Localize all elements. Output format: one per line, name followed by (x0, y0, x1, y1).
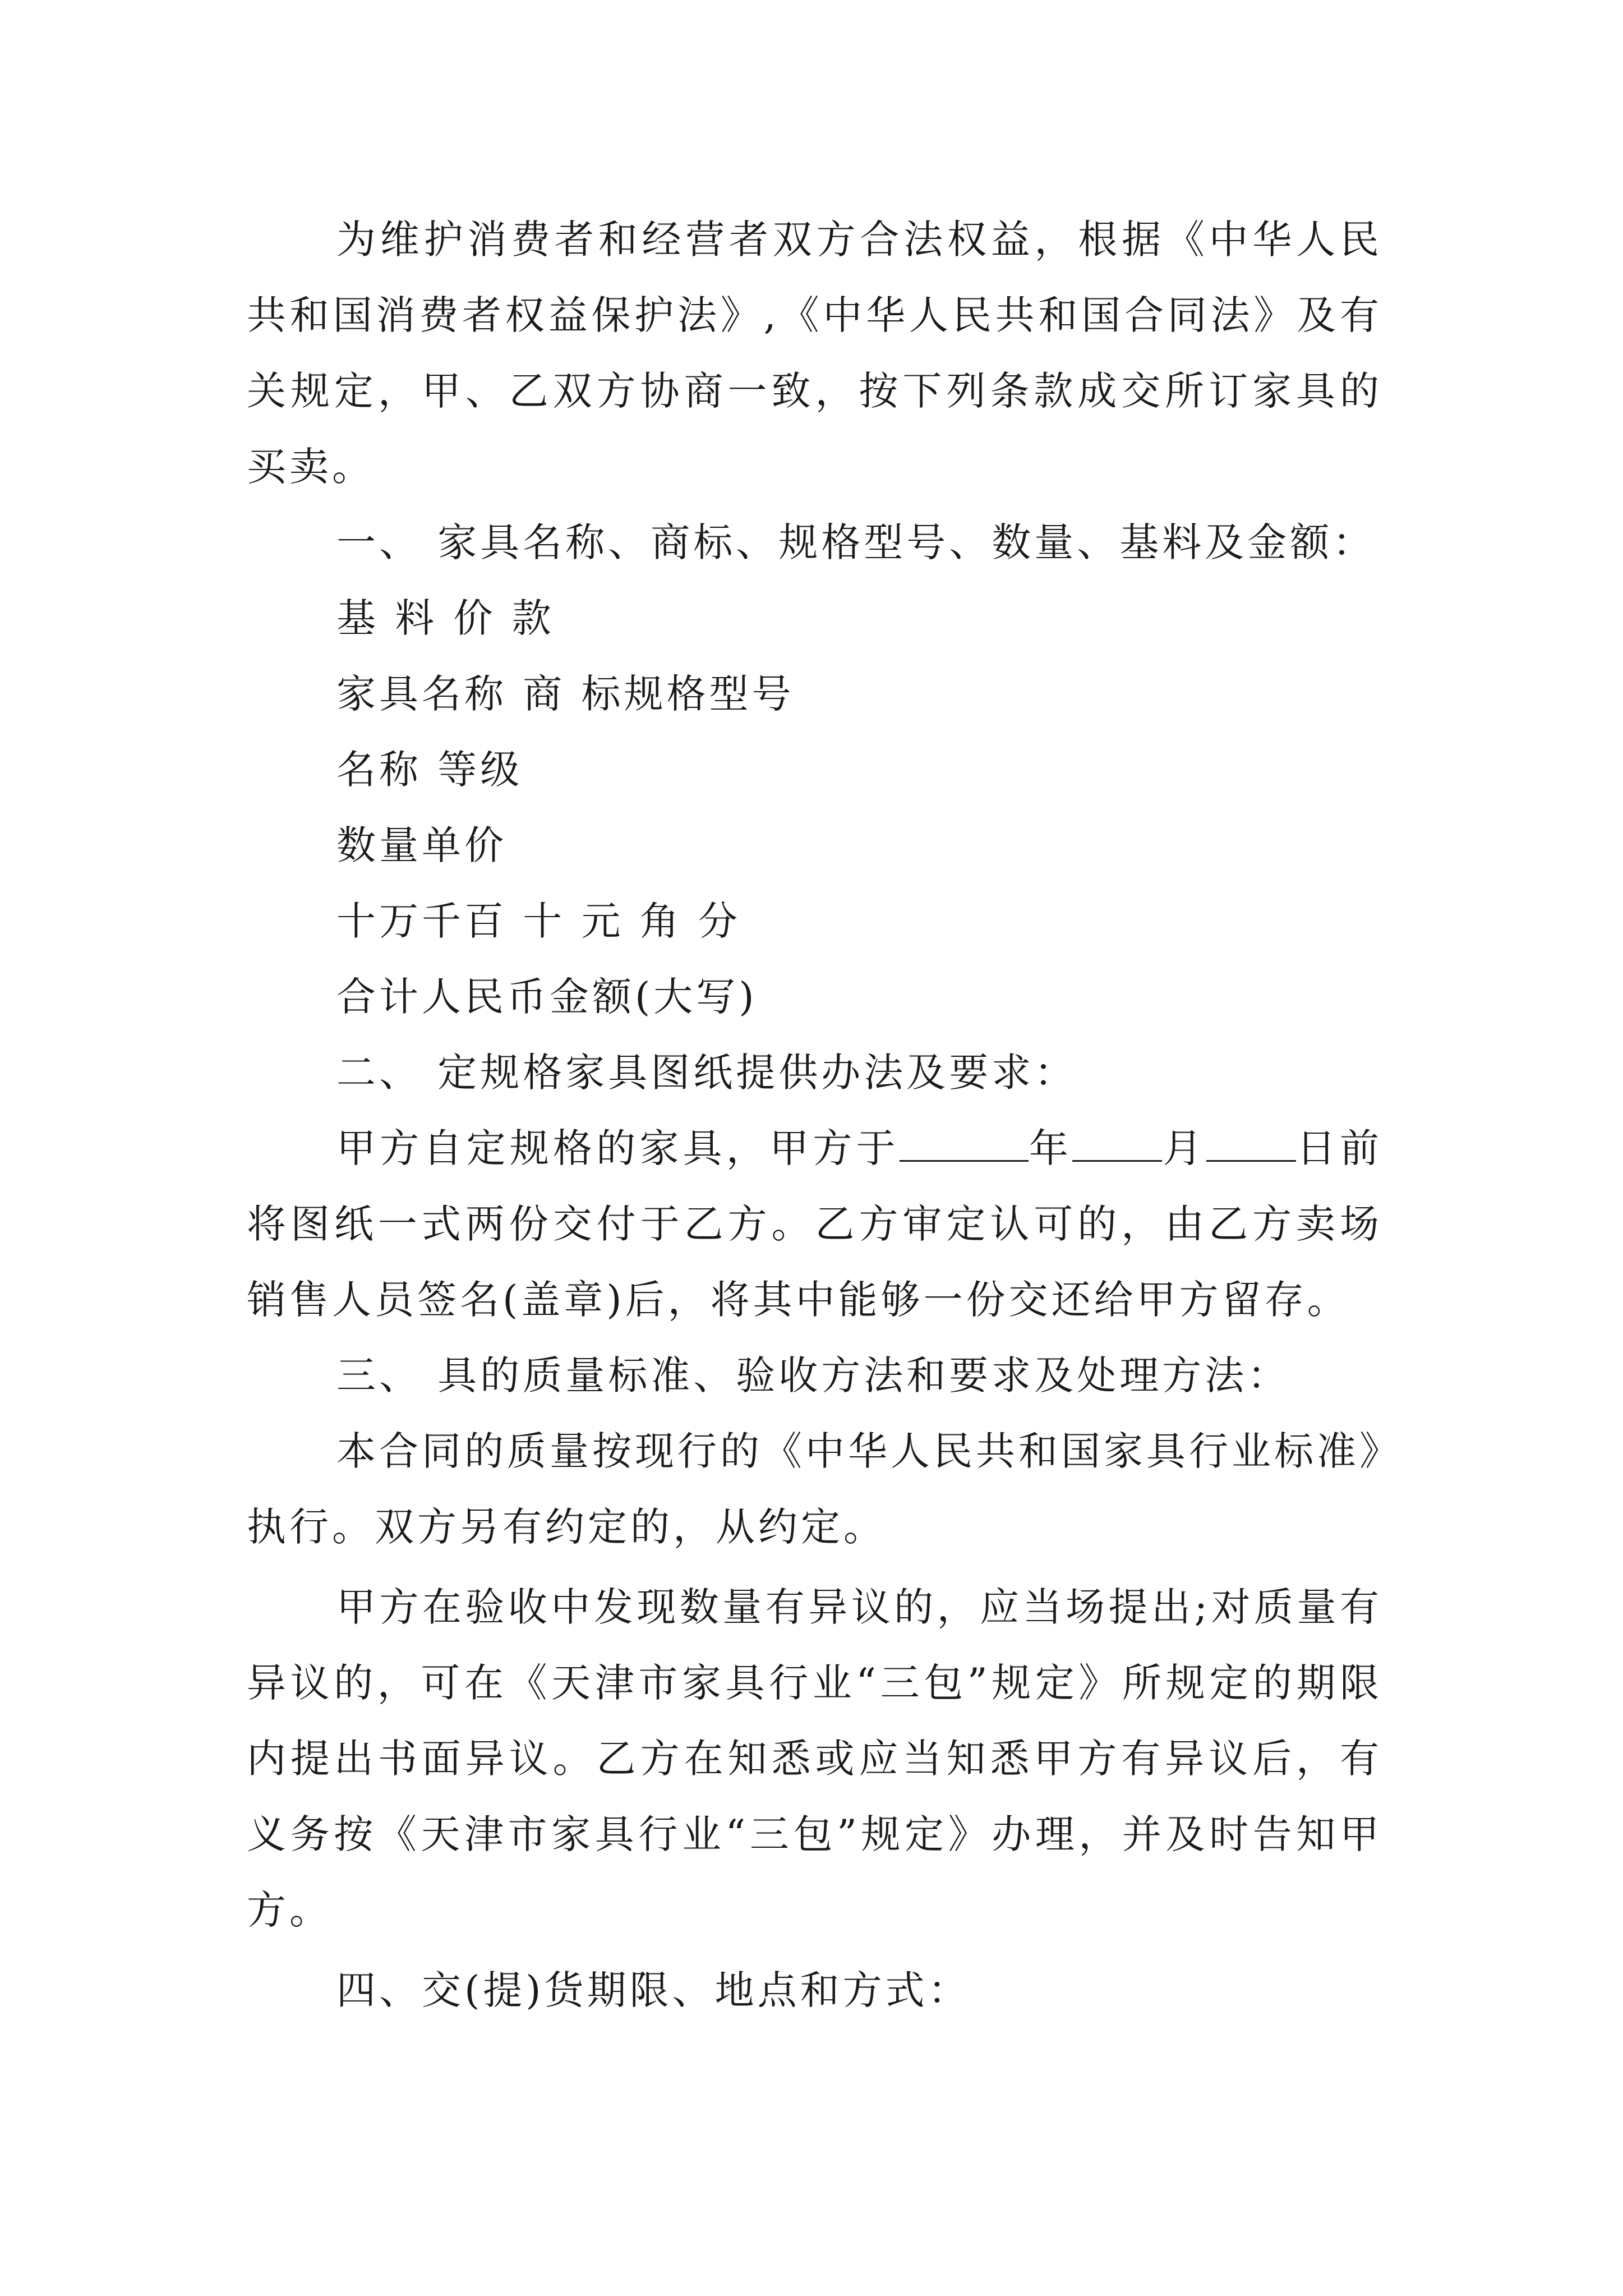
table-line-1: 基 料 价 款 (336, 595, 555, 641)
section-2-paragraph (247, 1111, 1382, 1338)
section-2-text-b: 日前将图纸一式两份交付于乙方。乙方审定认可的，由乙方卖场销售人员签名(盖章)后，将其中能够一份交还给甲方留存。 (247, 1125, 1383, 1323)
section-3-paragraph-2: 甲方在验收中发现数量有异议的，应当场提出;对质量有异议的，可在《天津市家具行业“三包”规定》所规定的期限内提出书面异议。乙方在知悉或应当知悉甲方有异议后，有义务按《天津市家具行业“三包”规定》办理，并及时告知甲方。 (247, 1584, 1382, 1933)
section-4-heading: 四、交(提)货期限、地点和方式： (336, 1967, 971, 2013)
month-blank (1072, 1125, 1162, 1162)
section-1-heading: 一、 家具名称、商标、规格型号、数量、基料及金额： (336, 519, 1376, 565)
intro-paragraph: 为维护消费者和经营者双方合法权益，根据《中华人民共和国消费者权益保护法》,《中华人民共和国合同法》及有关规定，甲、乙双方协商一致，按下列条款成交所订家具的买卖。 (247, 217, 1382, 490)
year-label: 年 (1028, 1125, 1073, 1171)
document-body (247, 202, 1382, 2028)
table-line-4: 数量单价 (336, 822, 507, 868)
section-3-paragraph-1: 本合同的质量按现行的《中华人民共和国家具行业标准》执行。双方另有约定的，从约定。 (247, 1428, 1382, 1550)
section-2-text-a: 甲方自定规格的家具，甲方于 (336, 1125, 900, 1171)
table-line-2: 家具名称 商 标规格型号 (336, 671, 795, 717)
table-line-3: 名称 等级 (336, 747, 523, 793)
table-line-5: 十万千百 十 元 角 分 (336, 898, 741, 944)
month-label: 月 (1162, 1125, 1206, 1171)
section-2-heading: 二、 定规格家具图纸提供办法及要求： (336, 1050, 1077, 1096)
year-blank (900, 1125, 1029, 1162)
section-3-heading: 三、 具的质量标准、验收方法和要求及处理方法： (336, 1352, 1290, 1398)
table-line-6: 合计人民币金额(大写) (336, 974, 758, 1020)
day-blank (1206, 1125, 1296, 1162)
